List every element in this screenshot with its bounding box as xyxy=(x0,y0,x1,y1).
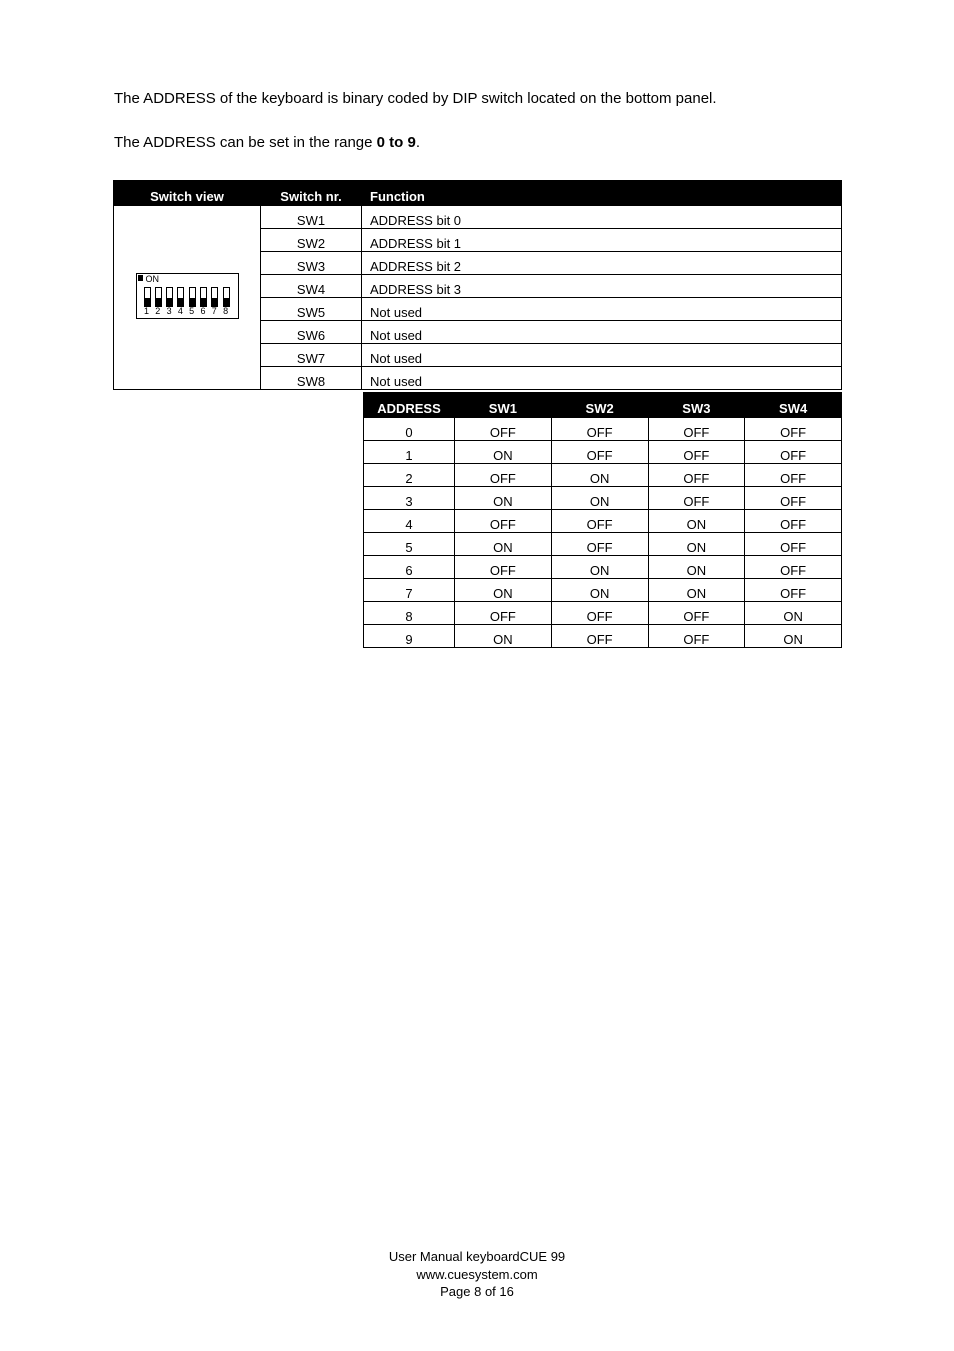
switch-function: Not used xyxy=(362,367,842,390)
switch-state: OFF xyxy=(551,602,648,625)
switch-number: SW8 xyxy=(261,367,362,390)
on-marker-icon xyxy=(138,275,143,281)
switch-function: Not used xyxy=(362,344,842,367)
dip-lever-icon xyxy=(200,287,207,307)
switch-state: OFF xyxy=(648,602,745,625)
address-value: 5 xyxy=(364,533,455,556)
dip-number: 8 xyxy=(223,306,229,316)
switch-function: ADDRESS bit 2 xyxy=(362,252,842,275)
dip-number: 7 xyxy=(211,306,217,316)
switch-state: OFF xyxy=(648,464,745,487)
address-table-header-row xyxy=(364,393,842,418)
address-row xyxy=(364,579,842,602)
switch-state: OFF xyxy=(455,556,552,579)
header-sw3: SW3 xyxy=(648,393,745,418)
dip-lever-icon xyxy=(166,287,173,307)
switch-state: OFF xyxy=(745,487,842,510)
address-value: 6 xyxy=(364,556,455,579)
intro-paragraph: The ADDRESS of the keyboard is binary coded by DIP switch located on the bottom panel. xyxy=(114,90,717,107)
address-value: 8 xyxy=(364,602,455,625)
switch-number: SW6 xyxy=(261,321,362,344)
switch-row xyxy=(114,206,842,229)
footer-page-number: Page 8 of 16 xyxy=(440,1284,514,1299)
switch-number: SW4 xyxy=(261,275,362,298)
address-row xyxy=(364,625,842,648)
address-row xyxy=(364,464,842,487)
switch-state: ON xyxy=(551,464,648,487)
switch-function: ADDRESS bit 3 xyxy=(362,275,842,298)
range-prefix: The ADDRESS can be set in the range xyxy=(114,134,377,151)
switch-state: ON xyxy=(648,556,745,579)
dip-lever-icon xyxy=(144,287,151,307)
switch-state: OFF xyxy=(745,533,842,556)
switch-state: ON xyxy=(455,441,552,464)
dip-number: 6 xyxy=(200,306,206,316)
switch-state: ON xyxy=(551,579,648,602)
switch-state: OFF xyxy=(745,418,842,441)
switch-state: ON xyxy=(648,533,745,556)
switch-function: ADDRESS bit 0 xyxy=(362,206,842,229)
dip-number: 2 xyxy=(155,306,161,316)
switch-state: OFF xyxy=(648,625,745,648)
address-value: 7 xyxy=(364,579,455,602)
address-value: 1 xyxy=(364,441,455,464)
switch-state: ON xyxy=(745,625,842,648)
dip-number: 4 xyxy=(177,306,183,316)
address-row xyxy=(364,533,842,556)
switch-function: ADDRESS bit 1 xyxy=(362,229,842,252)
address-value: 3 xyxy=(364,487,455,510)
header-switch-nr: Switch nr. xyxy=(261,181,362,206)
switch-state: ON xyxy=(648,510,745,533)
switch-table-header-row xyxy=(114,181,842,206)
range-suffix: . xyxy=(415,134,421,151)
address-row xyxy=(364,487,842,510)
switch-function: Not used xyxy=(362,298,842,321)
switch-state: ON xyxy=(648,579,745,602)
switch-state: OFF xyxy=(551,510,648,533)
switch-state: OFF xyxy=(551,625,648,648)
switch-state: ON xyxy=(455,625,552,648)
dip-number: 5 xyxy=(189,306,195,316)
header-sw2: SW2 xyxy=(551,393,648,418)
footer-website: www.cuesystem.com xyxy=(416,1267,538,1282)
address-value: 9 xyxy=(364,625,455,648)
dip-on-label: ON xyxy=(145,274,159,284)
dip-number: 3 xyxy=(166,306,172,316)
header-function: Function xyxy=(362,181,842,206)
header-sw1: SW1 xyxy=(455,393,552,418)
dip-switch-icon xyxy=(136,273,239,319)
dip-lever-icon xyxy=(211,287,218,307)
range-paragraph xyxy=(114,134,420,151)
range-value: 0 to 9 xyxy=(376,134,416,151)
switch-number: SW7 xyxy=(261,344,362,367)
switch-state: OFF xyxy=(648,487,745,510)
header-switch-view: Switch view xyxy=(114,181,261,206)
address-value: 0 xyxy=(364,418,455,441)
address-row xyxy=(364,441,842,464)
switch-number: SW3 xyxy=(261,252,362,275)
switch-state: OFF xyxy=(455,602,552,625)
switch-state: ON xyxy=(455,533,552,556)
switch-state: OFF xyxy=(745,579,842,602)
switch-number: SW1 xyxy=(261,206,362,229)
address-row xyxy=(364,602,842,625)
switch-state: ON xyxy=(551,487,648,510)
switch-state: ON xyxy=(551,556,648,579)
switch-state: OFF xyxy=(648,441,745,464)
dip-lever-icon xyxy=(189,287,196,307)
dip-lever-icon xyxy=(177,287,184,307)
switch-state: OFF xyxy=(551,441,648,464)
address-value: 4 xyxy=(364,510,455,533)
address-value: 2 xyxy=(364,464,455,487)
dip-lever-icon xyxy=(155,287,162,307)
address-row xyxy=(364,510,842,533)
switch-state: ON xyxy=(455,579,552,602)
switch-state: ON xyxy=(455,487,552,510)
switch-state: OFF xyxy=(745,556,842,579)
footer-title: User Manual keyboardCUE 99 xyxy=(388,1249,566,1264)
address-row xyxy=(364,556,842,579)
switch-state: OFF xyxy=(745,510,842,533)
switch-state: OFF xyxy=(455,510,552,533)
switch-state: OFF xyxy=(455,464,552,487)
dip-switch-view xyxy=(114,206,261,390)
dip-number: 1 xyxy=(143,306,149,316)
switch-state: ON xyxy=(745,602,842,625)
switch-number: SW5 xyxy=(261,298,362,321)
switch-function-table xyxy=(113,180,842,390)
header-sw4: SW4 xyxy=(745,393,842,418)
switch-state: OFF xyxy=(745,464,842,487)
switch-state: OFF xyxy=(648,418,745,441)
switch-state: OFF xyxy=(745,441,842,464)
switch-state: OFF xyxy=(551,418,648,441)
dip-lever-icon xyxy=(223,287,230,307)
address-table xyxy=(363,392,842,648)
address-row xyxy=(364,418,842,441)
switch-number: SW2 xyxy=(261,229,362,252)
switch-state: OFF xyxy=(455,418,552,441)
header-address: ADDRESS xyxy=(364,393,455,418)
switch-function: Not used xyxy=(362,321,842,344)
switch-state: OFF xyxy=(551,533,648,556)
